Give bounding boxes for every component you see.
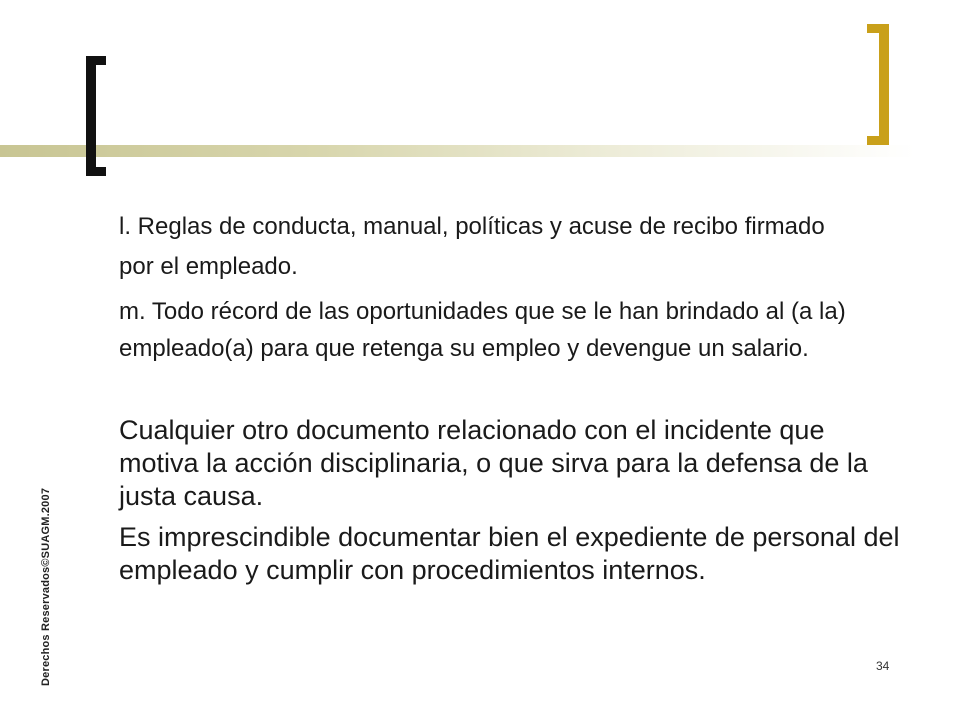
page-number: 34 [876,659,890,673]
decorative-gradient-bar [0,145,915,157]
right-bracket-decoration [867,24,889,145]
copyright-notice: Derechos Reservados©SUAGM.2007 [40,487,52,686]
paragraph-other-documents: Cualquier otro documento relacionado con el incidente que motiva la acción disciplinaria, o que sirva para la defensa de la justa causa. [119,415,868,511]
paragraph-item-l: l. Reglas de conducta, manual, políticas y acuse de recibo firmado por el empleado. [119,213,825,280]
paragraph-conclusion: Es imprescindible documentar bien el expediente de personal del empleado y cumplir con procedimientos internos. [119,522,900,585]
left-bracket-decoration [86,56,106,176]
paragraph-item-m: m. Todo récord de las oportunidades que se le han brindado al (a la) empleado(a) para que retenga su empleo y devengue un salario. [119,298,846,362]
